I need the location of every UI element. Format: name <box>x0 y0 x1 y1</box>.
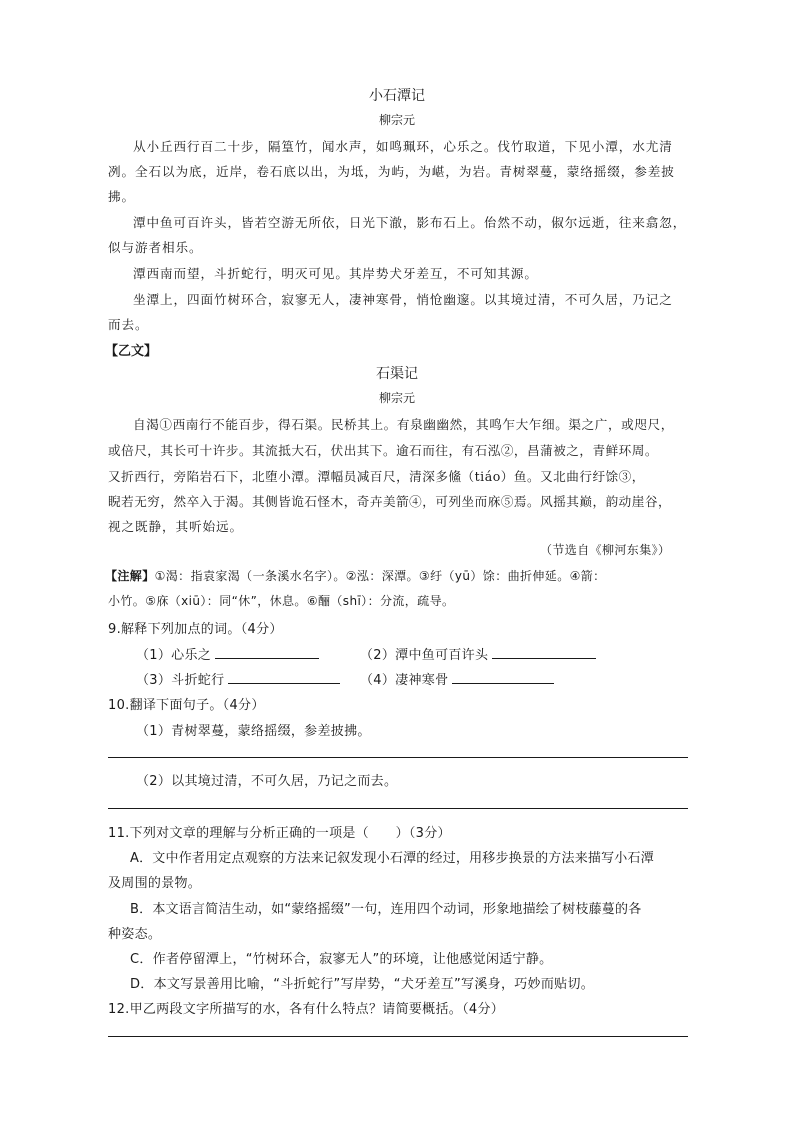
passage-a-title: 小石潭记 <box>369 88 425 104</box>
notes-text: 小竹。⑤庥（xiū）：同“休”，休息。⑥酾（shī）：分流，疏导。 <box>108 594 455 608</box>
q11-option-d: D．本文写景善用比喻，“斗折蛇行”写岸势，“犬牙差互”写溪身，巧妙而贴切。 <box>130 977 595 992</box>
q11-option-c: C．作者停留潭上，“竹树环合，寂寥无人”的环境，让他感觉闲适宁静。 <box>130 952 553 967</box>
passage-b-line: 又折西行，旁陷岩石下，北堕小潭。潭幅员减百尺，清深多鯈（tiáo）鱼。又北曲行纡馀③， <box>108 469 645 484</box>
q10-sentence-1: （1）青树翠蔓，蒙络摇缀，参差披拂。 <box>136 724 371 739</box>
question-11-stem: 11.下列对文章的理解与分析正确的一项是（ ）（3分） <box>108 826 451 841</box>
q11-option-b-cont: 种姿态。 <box>108 927 162 942</box>
passage-b-label: 【乙文】 <box>105 344 158 359</box>
q9-item-2: （2）潭中鱼可百许头 <box>360 644 596 663</box>
notes-text: ①渴：指袁家渴（一条溪水名字）。②泓：深潭。③纡（yū）馀：曲折伸延。④箭： <box>154 569 606 583</box>
passage-b-line: 自渴①西南行不能百步，得石渠。民桥其上。有泉幽幽然，其鸣乍大乍细。渠之广，或咫尺， <box>133 417 674 432</box>
q10-sentence-2: （2）以其境过清，不可久居，乃记之而去。 <box>136 774 398 789</box>
q9-item-4: （4）凄神寒骨 <box>360 669 554 688</box>
passage-b-title: 石渠记 <box>376 366 418 382</box>
passage-b-source: （节选自《柳河东集》） <box>540 543 671 557</box>
answer-blank[interactable] <box>215 646 319 659</box>
passage-a-line: 而去。 <box>108 317 149 332</box>
q9-item-3: （3）斗折蛇行 <box>136 669 340 688</box>
answer-blank[interactable] <box>452 671 554 684</box>
notes-label: 【注解】 <box>105 569 155 583</box>
passage-a-line: 拂。 <box>108 189 135 204</box>
q11-option-a: A．文中作者用定点观察的方法来记叙发现小石潭的经过，用移步换景的方法来描写小石潭 <box>130 851 654 866</box>
answer-line[interactable] <box>108 757 688 758</box>
passage-a-line: 从小丘西行百二十步，隔篁竹，闻水声，如鸣珮环，心乐之。伐竹取道，下见小潭，水尤清 <box>133 139 673 154</box>
q11-option-a-cont: 及周围的景物。 <box>108 876 202 891</box>
question-10-stem: 10.翻译下面句子。（4分） <box>108 698 265 713</box>
passage-b-line: 视之既静，其听始远。 <box>108 519 243 534</box>
passage-b-line: 睨若无穷，然卒入于渴。其侧皆诡石怪木，奇卉美箭④，可列坐而庥⑤焉。风摇其巅，韵动崖谷， <box>108 494 672 509</box>
answer-blank[interactable] <box>228 671 340 684</box>
answer-line[interactable] <box>108 808 688 809</box>
question-9-stem: 9.解释下列加点的词。（4分） <box>108 622 283 637</box>
passage-a-line: 潭中鱼可百许头，皆若空游无所依，日光下澈，影布石上。佁然不动，俶尔远逝，往来翕忽， <box>133 215 687 230</box>
passage-b-author: 柳宗元 <box>378 391 415 405</box>
passage-b-line: 或倍尺，其长可十许步。其流抵大石，伏出其下。逾石而往，有石泓②，昌蒲被之，青鲜环周。 <box>108 443 658 458</box>
answer-line[interactable] <box>108 1036 688 1037</box>
q9-item-1: （1）心乐之 <box>136 644 319 663</box>
passage-a-line: 坐潭上，四面竹树环合，寂寥无人，凄神寒骨，悄怆幽邃。以其境过清，不可久居，乃记之 <box>133 292 673 307</box>
passage-a-line: 潭西南而望，斗折蛇行，明灭可见。其岸势犬牙差互，不可知其源。 <box>133 266 538 281</box>
passage-a-line: 冽。全石以为底，近岸，卷石底以出，为坻，为屿，为嵁，为岩。青树翠蔓，蒙络摇缀，参差披 <box>108 164 675 179</box>
question-12-stem: 12.甲乙两段文字所描写的水，各有什么特点？请简要概括。（4分） <box>108 1002 505 1017</box>
q11-option-b: B．本文语言简洁生动，如“蒙络摇缀”一句，连用四个动词，形象地描绘了树枝藤蔓的各 <box>130 902 642 917</box>
answer-blank[interactable] <box>492 646 596 659</box>
passage-a-author: 柳宗元 <box>378 113 415 127</box>
passage-a-line: 似与游者相乐。 <box>108 240 203 255</box>
